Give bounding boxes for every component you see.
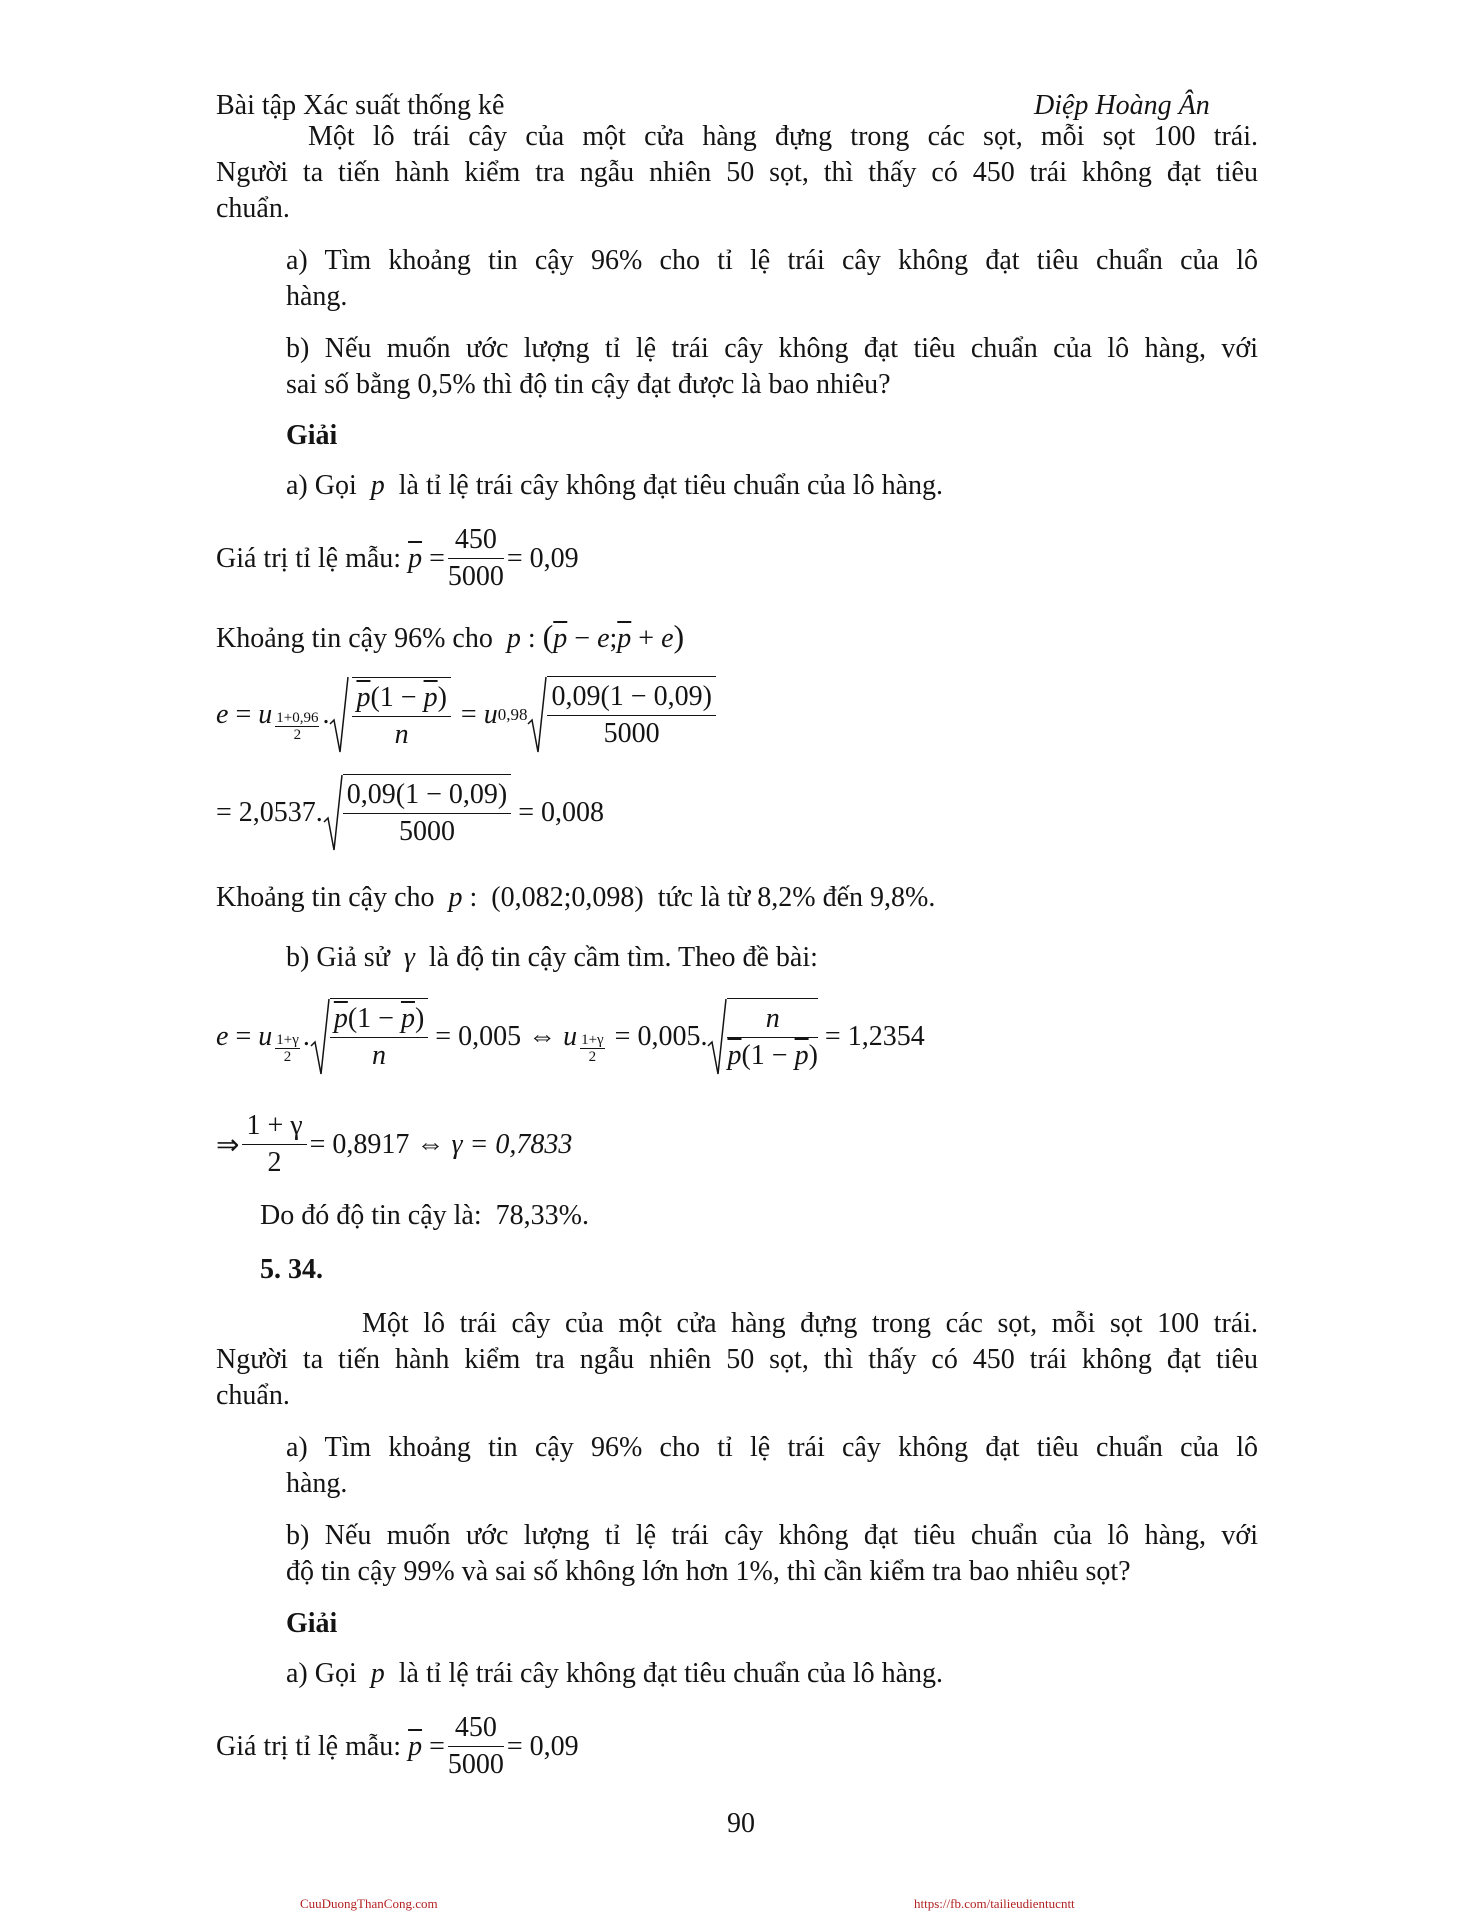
s2-question-a-line2: hàng. — [286, 1468, 348, 1499]
header-author: Diệp Hoàng Ân — [1034, 90, 1210, 121]
s1-question-a-line2: hàng. — [286, 281, 348, 312]
s2-intro-line1: Một lô trái cây của một cửa hàng đựng trong các sọt, mỗi sọt 100 trái. — [362, 1308, 1258, 1339]
s2-solution-label: Giải — [286, 1608, 338, 1639]
s1-intro-line3: chuẩn. — [216, 193, 290, 224]
s1-margin-formula: e = u $\frac{1+0,96}{2}$ . $\frac{\overline{p}(1 - \overline{p})}{n}$ = u 0,98 $\frac{0,09(1 - 0,09)}{5000}$ — [216, 676, 716, 754]
s2-intro-line2: Người ta tiến hành kiểm tra ngẫu nhiên 50 sọt, thì thấy có 450 trái không đạt tiêu — [216, 1344, 1258, 1375]
s1-question-b-line2: sai số bằng 0,5% thì độ tin cậy đạt được là bao nhiêu? — [286, 369, 891, 400]
s2-solution-a: a) Gọi p là tỉ lệ trái cây không đạt tiêu chuẩn của lô hàng. — [286, 1658, 944, 1689]
s1-solution-b: b) Giả sử γ là độ tin cậy cầm tìm. Theo đề bài: — [286, 942, 818, 973]
s1-margin-value: = 2,0537. $\frac{0,09(1 - 0,09)}{5000}$ = 0,008 — [216, 774, 604, 852]
s1-conclusion: Do đó độ tin cậy là: 78,33%. — [260, 1200, 589, 1231]
s1-ci-formula: Khoảng tin cậy 96% cho p : ($\overline{p}$ − $e;\overline{p} + e$) — [216, 618, 685, 654]
s1-solution-a: a) Gọi p là tỉ lệ trái cây không đạt tiêu chuẩn của lô hàng. — [286, 470, 944, 501]
s2-question-a-line1: a) Tìm khoảng tin cậy 96% cho tỉ lệ trái cây không đạt tiêu chuẩn của lô — [286, 1432, 1258, 1463]
page-number: 90 — [727, 1808, 755, 1839]
s1-gamma-result: ⇒ $\frac{1 + \gamma}{2}$ = 0,8917 ⇔ γ = 0,7833 — [216, 1110, 573, 1178]
s1-solution-label: Giải — [286, 420, 338, 451]
footer-right-link[interactable]: https://fb.com/tailieudientucntt — [914, 1896, 1075, 1911]
s2-question-b-line2: độ tin cậy 99% và sai số không lớn hơn 1%, thì cần kiểm tra bao nhiêu sọt? — [286, 1556, 1131, 1587]
s2-exercise-number: 5. 34. — [260, 1254, 323, 1285]
s1-sample-proportion: Giá trị tỉ lệ mẫu: $\overline{p}$ = $\frac{450}{5000}$ = 0,09 — [216, 524, 579, 592]
s2-intro-line3: chuẩn. — [216, 1380, 290, 1411]
s2-sample-proportion: Giá trị tỉ lệ mẫu: $\overline{p}$ = $\frac{450}{5000}$ = 0,09 — [216, 1712, 579, 1780]
header-title: Bài tập Xác suất thống kê — [216, 90, 505, 121]
s2-question-b-line1: b) Nếu muốn ước lượng tỉ lệ trái cây không đạt tiêu chuẩn của lô hàng, với — [286, 1520, 1258, 1551]
s1-intro-line1: Một lô trái cây của một cửa hàng đựng trong các sọt, mỗi sọt 100 trái. — [308, 121, 1258, 152]
s1-intro-line2: Người ta tiến hành kiểm tra ngẫu nhiên 50 sọt, thì thấy có 450 trái không đạt tiêu — [216, 157, 1258, 188]
s1-ci-result: Khoảng tin cậy cho p : (0,082;0,098) tức là từ 8,2% đến 9,8%. — [216, 882, 936, 913]
s1-confidence-formula: e = u $\frac{1+\gamma}{2}$ . $\frac{\overline{p}(1 - \overline{p})}{n}$ = 0,005 ⇔ u $\frac{1+\gamma}{2}$ = 0,005. $\frac{n}{\overline{p}(1 - \overline{p})}$ = 1,2354 — [216, 998, 925, 1076]
s1-question-a-line1: a) Tìm khoảng tin cậy 96% cho tỉ lệ trái cây không đạt tiêu chuẩn của lô — [286, 245, 1258, 276]
footer-left-link[interactable]: CuuDuongThanCong.com — [300, 1896, 438, 1911]
s1-question-b-line1: b) Nếu muốn ước lượng tỉ lệ trái cây không đạt tiêu chuẩn của lô hàng, với — [286, 333, 1258, 364]
